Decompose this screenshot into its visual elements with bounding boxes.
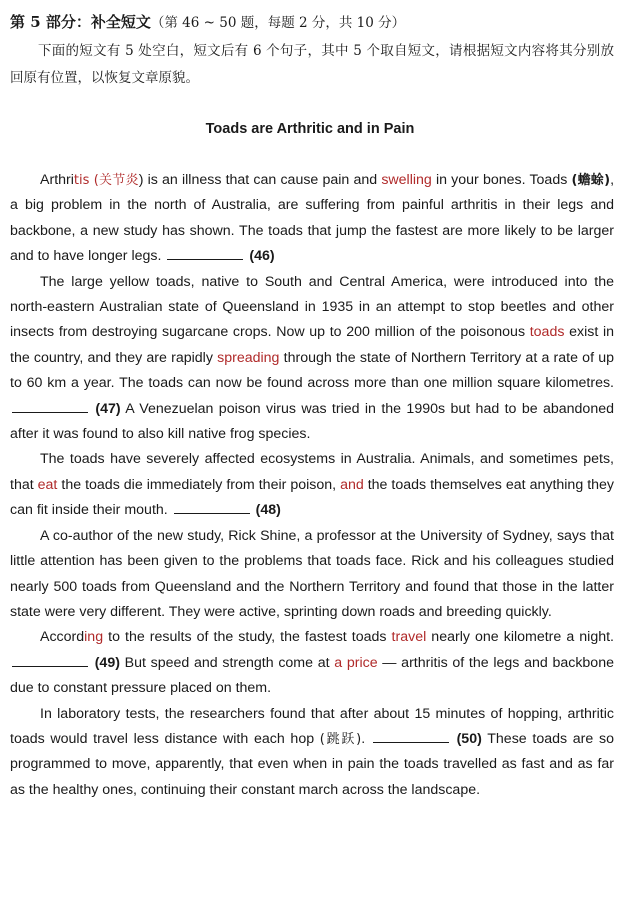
text-run: Arthri: [40, 172, 74, 188]
annotated-word: eat: [37, 476, 58, 493]
question-number-49: (49): [94, 654, 120, 671]
text-run: The toads have severely affected ecosystems in Australia. Animals, and sometimes pets, that: [10, 451, 614, 493]
text-run: to the results of the study, the fastest toads: [103, 629, 392, 646]
text-run: in your bones. Toads: [431, 172, 572, 188]
paragraph-1: [10, 168, 614, 270]
answer-blank-47[interactable]: [12, 400, 88, 413]
text-run: through the state of Northern Territory at a rate of up to 60 km a year. The toads can now be found across more than one million square kilometres.: [10, 349, 614, 392]
paragraph-6: [10, 702, 614, 804]
text-run: ) is an illness that can cause pain and: [138, 172, 382, 188]
annotated-term: tis (关节炎: [73, 173, 139, 188]
paragraph-4: A co-author of the new study, Rick Shine, a professor at the University of Sydney, says that little attention has been given to the problems that toads face. Rick and his colleagues studied nearly 500 toads from Queensland and the Northern Territory and found that those in the latter state were very different. They were active, sprinting down roads and breeding quickly.: [10, 527, 614, 620]
paragraph-3: [10, 447, 614, 523]
annotated-word: spreading: [217, 349, 280, 366]
text-run: the toads die immediately from their poison,: [57, 476, 341, 493]
text-run: The large yellow toads, native to South and Central America, were introduced into the north-eastern Australian state of Queensland in 1935 in an attempt to stop beetles and other insects from destroying sugarcane crops. Now up to 200 million of the poisonous: [10, 273, 614, 341]
text-run: But speed and strength come at: [119, 654, 335, 671]
text-run: These toads are so programmed to move, apparently, that even when in pain the toads travelled as fast and as far as the healthy ones, continuing their constant march across the landscape.: [10, 730, 614, 798]
question-number-46: (46): [249, 248, 275, 265]
text-run: , a big problem in the north of Australia, are suffering from painful arthritis in their legs and backbone, a new study has shown. The toads that jump the fastest are more likely to be larger and to have longer legs.: [10, 172, 615, 265]
text-run: Accord: [40, 629, 85, 646]
section-part-label: 第 5 部分：补全短文: [10, 13, 151, 31]
text-run: — arthritis of the legs and backbone due to constant pressure placed on them.: [10, 654, 614, 697]
question-number-47: (47): [95, 400, 121, 417]
text-run: the toads themselves eat anything they can fit inside their mouth.: [10, 476, 615, 519]
question-number-50: (50): [456, 730, 482, 747]
annotated-word: a price: [334, 654, 378, 671]
passage-body: [10, 168, 614, 803]
text-run: A Venezuelan poison virus was tried in the 1990s but had to be abandoned after it was found to also kill native frog species.: [10, 400, 614, 443]
answer-blank-50[interactable]: [373, 730, 449, 743]
annotated-word: travel: [391, 629, 427, 646]
gloss-toads: (蟾蜍): [571, 173, 611, 188]
paragraph-5: [10, 625, 614, 701]
text-run: .: [361, 730, 366, 747]
text-run: In laboratory tests, the researchers found that after about 15 minutes of hopping, arthritic toads would travel less distance with each hop: [10, 705, 614, 747]
section-heading: [10, 11, 614, 34]
passage-title: Toads are Arthritic and in Pain: [205, 121, 415, 137]
section-scoring-note: （第 46 ~ 50 题，每题 2 分，共 10 分）: [150, 15, 406, 31]
annotated-word: toads: [529, 324, 565, 341]
question-number-48: (48): [255, 502, 281, 519]
answer-blank-49[interactable]: [12, 654, 88, 667]
answer-blank-48[interactable]: [174, 501, 250, 514]
text-run: nearly one kilometre a night.: [426, 629, 614, 646]
annotated-word: swelling: [381, 172, 432, 188]
text-run: exist in the country, and they are rapidly: [10, 324, 614, 366]
gloss-hop: (跳跃): [319, 731, 362, 747]
annotated-word: and: [340, 476, 364, 493]
annotated-word: ing: [84, 629, 104, 646]
section-instructions: 下面的短文有 5 处空白，短文后有 6 个句子，其中 5 个取自短文，请根据短文内容将其分别放回原有位置，以恢复文章原貌。: [10, 43, 614, 86]
answer-blank-46[interactable]: [167, 247, 243, 260]
paragraph-2: [10, 270, 614, 448]
